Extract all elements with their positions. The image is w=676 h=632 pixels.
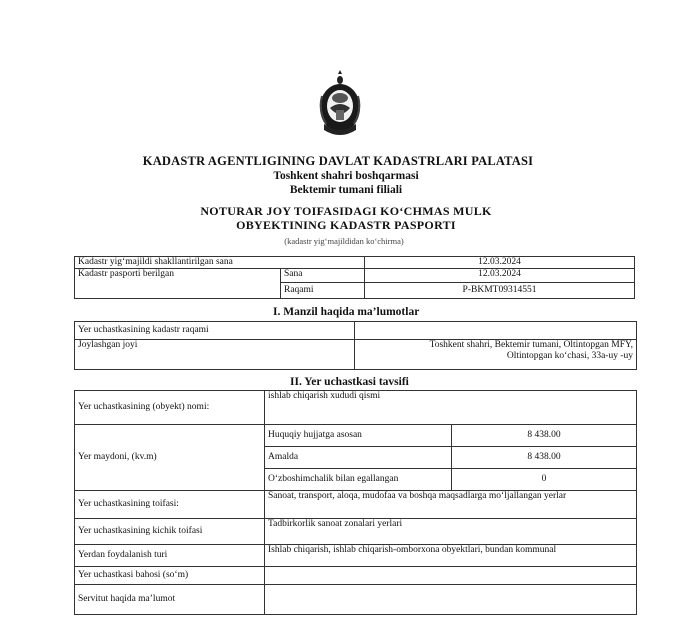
document-note: (kadastr yig‘majildidan ko‘chirma)	[284, 236, 404, 246]
state-emblem-icon	[318, 70, 362, 138]
agency-title: KADASTR AGENTLIGINING DAVLAT KADASTRLARI PALATASI	[142, 154, 534, 168]
section-1-title: I. Manzil haqida ma’lumotlar	[273, 306, 420, 318]
servitude-value	[265, 585, 637, 615]
name-label: Yer uchastkasining (obyekt) nomi:	[75, 391, 265, 425]
cadastral-label: Yer uchastkasining kadastr raqami	[75, 322, 355, 340]
issued-label: Kadastr pasporti berilgan	[75, 269, 281, 299]
legal-area-value: 8 438.00	[452, 425, 637, 447]
valuation-value	[265, 567, 637, 585]
unauth-area-label: O‘zboshimchalik bilan egallangan	[265, 469, 452, 491]
usage-label: Yerdan foydalanish turi	[75, 545, 265, 567]
number-label: Raqami	[281, 283, 365, 299]
formed-date: 12.03.2024	[365, 257, 635, 269]
location-label: Joylashgan joyi	[75, 340, 355, 370]
area-label: Yer maydoni, (kv.m)	[75, 425, 265, 491]
valuation-label: Yer uchastkasi bahosi (so‘m)	[75, 567, 265, 585]
location-line1: Toshkent shahri, Bektemir tumani, Oltintopgan MFY,	[429, 340, 633, 350]
document-title-line2: OBYEKTINING KADASTR PASPORTI	[236, 218, 456, 232]
name-value: ishlab chiqarish xududi qismi	[265, 391, 637, 425]
actual-area-value: 8 438.00	[452, 447, 637, 469]
section-2-title: II. Yer uchastkasi tavsifi	[290, 376, 409, 388]
category-value: Sanoat, transport, aloqa, mudofaa va boshqa maqsadlarga mo‘ljallangan yerlar	[265, 491, 637, 519]
cadastral-value	[355, 322, 637, 340]
servitude-label: Servitut haqida ma’lumot	[75, 585, 265, 615]
subcategory-label: Yer uchastkasining kichik toifasi	[75, 519, 265, 545]
land-description-table	[74, 390, 637, 615]
date-value: 12.03.2024	[365, 269, 635, 283]
category-label: Yer uchastkasining toifasi:	[75, 491, 265, 519]
address-table	[74, 321, 637, 370]
date-label: Sana	[281, 269, 365, 283]
branch-name: Bektemir tumani filiali	[289, 184, 403, 196]
unauth-area-value: 0	[452, 469, 637, 491]
subcategory-value: Tadbirkorlik sanoat zonalari yerlari	[265, 519, 637, 545]
number-value: P-BKMT09314551	[365, 283, 635, 299]
location-line2: Oltintopgan ko‘chasi, 33a-uy -uy	[506, 351, 633, 361]
usage-value: Ishlab chiqarish, ishlab chiqarish-omborxona obyektlari, bundan kommunal	[265, 545, 637, 567]
actual-area-label: Amalda	[265, 447, 452, 469]
passport-info-table	[74, 256, 635, 299]
document-title-line1: NOTURAR JOY TOIFASIDAGI KO‘CHMAS MULK	[200, 204, 492, 218]
city-admin: Toshkent shahri boshqarmasi	[273, 170, 419, 182]
legal-area-label: Huquqiy hujjatga asosan	[265, 425, 452, 447]
formed-label: Kadastr yig‘majildi shakllantirilgan sana	[75, 257, 365, 269]
location-value	[355, 340, 637, 370]
